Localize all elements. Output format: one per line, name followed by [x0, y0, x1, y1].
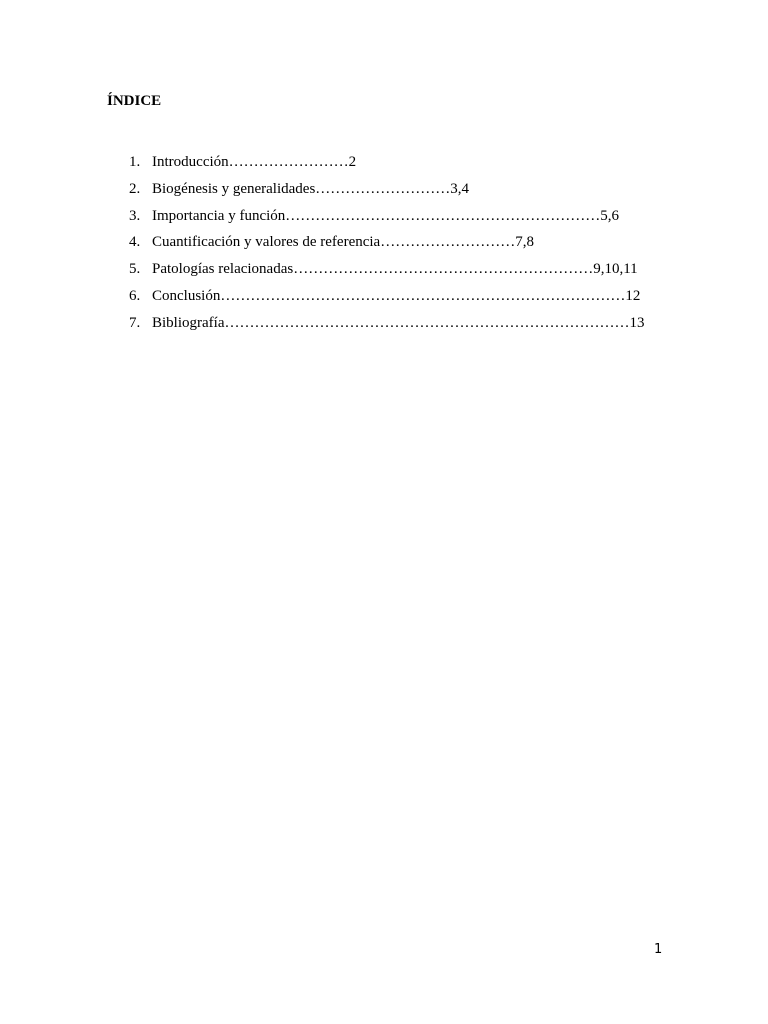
toc-item-entry: Patologías relacionadas……………………………………………………9,10,11: [152, 261, 638, 278]
page-number: 1: [654, 942, 663, 957]
toc-item-entry: Importancia y función………………………………………………………5,6: [152, 207, 620, 224]
toc-item-number: 6.: [129, 287, 141, 304]
toc-item-number: 2.: [129, 180, 141, 197]
toc-item: [0, 286, 768, 313]
toc-item-number: 5.: [129, 261, 141, 278]
toc-item-entry: Cuantificación y valores de referencia………………………7,8: [152, 234, 534, 251]
toc-item-entry: Conclusión………………………………………………………………………12: [152, 287, 641, 304]
toc-item-entry: Biogénesis y generalidades………………………3,4: [152, 180, 470, 197]
toc-item-entry: Bibliografía………………………………………………………………………13: [152, 314, 645, 331]
toc-item: [0, 232, 768, 259]
table-of-contents: [0, 152, 768, 340]
toc-item-number: 3.: [129, 207, 141, 224]
toc-item-number: 4.: [129, 234, 141, 251]
toc-item: [0, 206, 768, 233]
toc-item-entry: Introducción……………………2: [152, 154, 357, 170]
toc-item-number: 1.: [129, 154, 141, 170]
toc-item: [0, 152, 768, 179]
toc-item: [0, 259, 768, 286]
page-heading: ÍNDICE: [107, 93, 162, 109]
toc-item: [0, 313, 768, 340]
toc-item-number: 7.: [129, 314, 141, 331]
toc-item: [0, 179, 768, 206]
